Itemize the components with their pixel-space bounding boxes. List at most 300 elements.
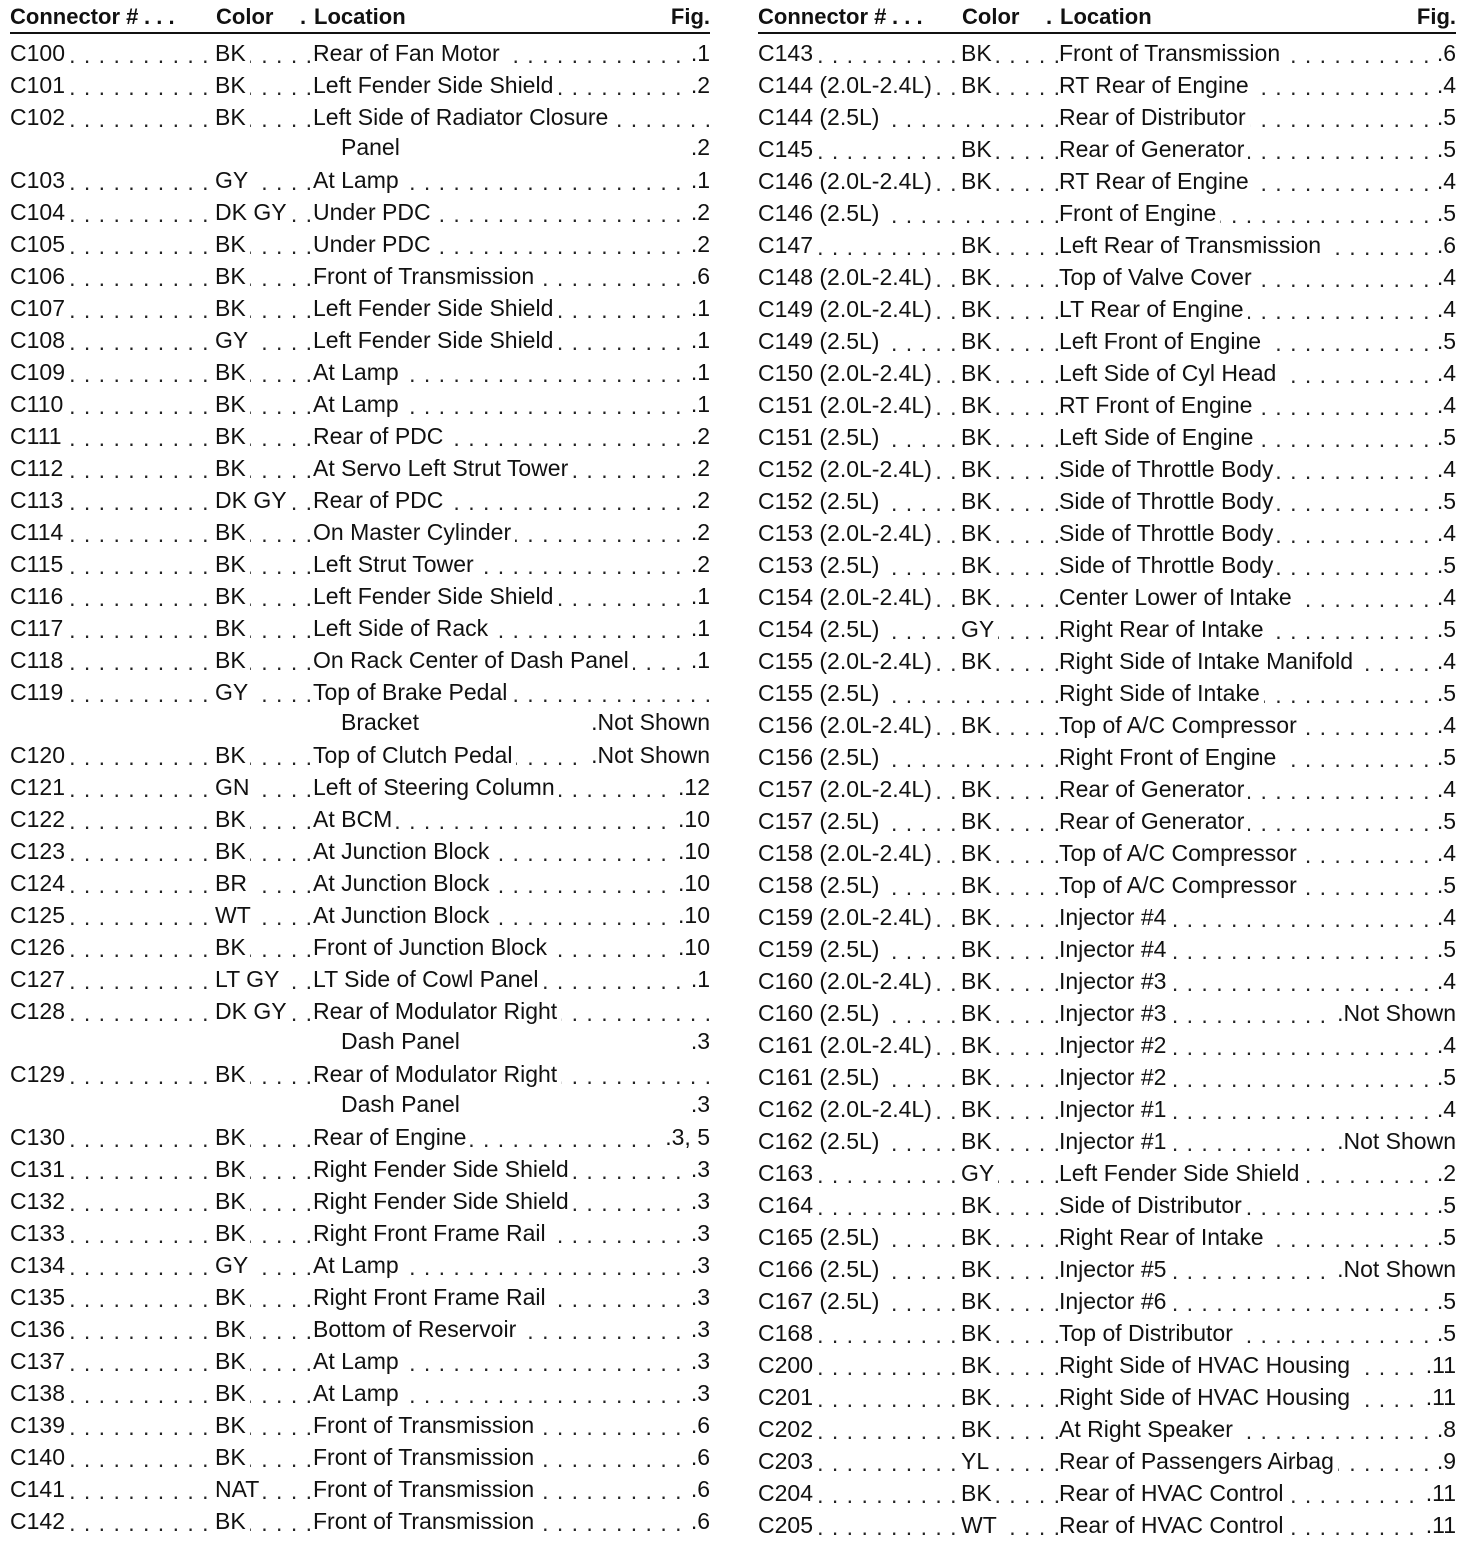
- wire-color: BK: [215, 615, 250, 642]
- wire-color: BK: [215, 1188, 250, 1215]
- connector-location: Side of Throttle Body: [1059, 520, 1277, 547]
- wire-color: GY: [215, 1252, 252, 1279]
- wire-color: BK: [215, 295, 250, 322]
- connector-column-left: [10, 2, 710, 1536]
- connector-id: C102: [10, 104, 69, 131]
- wire-color: BK: [215, 455, 250, 482]
- connector-id: C152 (2.5L): [758, 488, 883, 515]
- figure-ref: .Not Shown: [1333, 1256, 1456, 1283]
- connector-id: C120: [10, 742, 69, 769]
- connector-id: C104: [10, 199, 69, 226]
- connector-row: [758, 804, 1456, 836]
- figure-ref: .1: [687, 583, 710, 610]
- connector-row: [758, 1060, 1456, 1092]
- header-dots: . . .: [144, 4, 175, 29]
- connector-id: C205: [758, 1512, 817, 1539]
- connector-list-left: [10, 36, 710, 1536]
- connector-location: At Lamp: [313, 167, 403, 194]
- connector-id: C142: [10, 1508, 69, 1535]
- connector-id: C154 (2.5L): [758, 616, 883, 643]
- connector-row: [758, 1252, 1456, 1284]
- connector-id: C150 (2.0L-2.4L): [758, 360, 936, 387]
- figure-ref: .Not Shown: [1333, 1128, 1456, 1155]
- figure-ref: .5: [1433, 1224, 1456, 1251]
- figure-ref: .11: [1422, 1480, 1456, 1507]
- connector-row: [10, 1312, 710, 1344]
- connector-row: [758, 452, 1456, 484]
- wire-color: BK: [215, 934, 250, 961]
- connector-id: C139: [10, 1412, 69, 1439]
- wire-color: BK: [961, 1064, 996, 1091]
- connector-row: [758, 484, 1456, 516]
- figure-ref: .5: [1433, 104, 1456, 131]
- figure-ref: .10: [674, 806, 710, 833]
- figure-ref: .2: [687, 199, 710, 226]
- connector-row: [10, 1216, 710, 1248]
- connector-id: C106: [10, 263, 69, 290]
- connector-location: Right Fender Side Shield: [313, 1156, 573, 1183]
- wire-color: BK: [961, 648, 996, 675]
- connector-id: C151 (2.5L): [758, 424, 883, 451]
- wire-color: BK: [215, 423, 250, 450]
- wire-color: BK: [961, 520, 996, 547]
- wire-color: BK: [961, 264, 996, 291]
- figure-ref: .2: [687, 551, 710, 578]
- wire-color: GY: [961, 1160, 998, 1187]
- connector-id: C126: [10, 934, 69, 961]
- connector-row: [10, 163, 710, 195]
- figure-ref: .4: [1433, 776, 1456, 803]
- connector-id: C107: [10, 295, 69, 322]
- connector-row: [10, 387, 710, 419]
- column-header: [758, 2, 1456, 34]
- wire-color: WT: [215, 902, 255, 929]
- connector-id: C108: [10, 327, 69, 354]
- connector-location: RT Rear of Engine: [1059, 72, 1253, 99]
- figure-ref: .4: [1433, 360, 1456, 387]
- figure-ref: .12: [674, 774, 710, 801]
- connector-id: C158 (2.5L): [758, 872, 883, 899]
- figure-ref: .4: [1433, 168, 1456, 195]
- wire-color: BK: [961, 1224, 996, 1251]
- connector-location: At Lamp: [313, 1348, 403, 1375]
- connector-id: C123: [10, 838, 69, 865]
- connector-id: C146 (2.5L): [758, 200, 883, 227]
- connector-location: Right Side of Intake Manifold: [1059, 648, 1357, 675]
- connector-location-cont: Dash Panel: [341, 1091, 464, 1118]
- connector-location: Rear of Modulator Right: [313, 1061, 561, 1088]
- connector-id: C168: [758, 1320, 817, 1347]
- connector-location: Rear of PDC: [313, 487, 447, 514]
- connector-row: [10, 483, 710, 515]
- connector-id: C164: [758, 1192, 817, 1219]
- figure-ref: .1: [687, 391, 710, 418]
- figure-ref: .5: [1433, 808, 1456, 835]
- figure-ref: .6: [687, 1444, 710, 1471]
- connector-location: Right Rear of Intake: [1059, 616, 1268, 643]
- connector-row: [10, 930, 710, 962]
- connector-location: Rear of HVAC Control: [1059, 1512, 1288, 1539]
- wire-color: BK: [961, 872, 996, 899]
- connector-location: At Right Speaker: [1059, 1416, 1237, 1443]
- wire-color: NAT: [215, 1476, 263, 1503]
- connector-row: [758, 420, 1456, 452]
- connector-id: C110: [10, 391, 67, 418]
- connector-id: C149 (2.0L-2.4L): [758, 296, 936, 323]
- figure-ref: .3: [687, 1156, 710, 1183]
- connector-id: C127: [10, 966, 69, 993]
- figure-ref: .4: [1433, 296, 1456, 323]
- connector-id: C134: [10, 1252, 69, 1279]
- connector-row: [10, 579, 710, 611]
- connector-location: Left Fender Side Shield: [313, 295, 557, 322]
- connector-location: Front of Transmission: [313, 263, 538, 290]
- figure-ref: .3: [687, 1091, 710, 1118]
- connector-location-cont: Panel: [341, 134, 404, 161]
- figure-ref: .1: [687, 327, 710, 354]
- connector-id: C130: [10, 1124, 69, 1151]
- connector-location: Right Fender Side Shield: [313, 1188, 573, 1215]
- connector-location: Front of Transmission: [313, 1476, 538, 1503]
- connector-location: Top of A/C Compressor: [1059, 840, 1301, 867]
- wire-color: DK GY: [215, 487, 291, 514]
- wire-color: BK: [961, 1256, 996, 1283]
- figure-ref: .2: [687, 519, 710, 546]
- wire-color: BK: [215, 1061, 250, 1088]
- figure-ref: .2: [687, 455, 710, 482]
- wire-color: BK: [961, 136, 996, 163]
- connector-row: [758, 548, 1456, 580]
- figure-ref: .1: [687, 295, 710, 322]
- figure-ref: .5: [1433, 552, 1456, 579]
- wire-color: BK: [961, 1192, 996, 1219]
- connector-location: Rear of Generator: [1059, 776, 1248, 803]
- connector-id: C122: [10, 806, 69, 833]
- connector-id: C157 (2.0L-2.4L): [758, 776, 936, 803]
- wire-color: BK: [961, 360, 996, 387]
- connector-location: Side of Throttle Body: [1059, 488, 1277, 515]
- connector-id: C156 (2.0L-2.4L): [758, 712, 936, 739]
- figure-ref: .11: [1422, 1384, 1456, 1411]
- figure-ref: .4: [1433, 72, 1456, 99]
- connector-row: [758, 292, 1456, 324]
- figure-ref: .5: [1433, 1064, 1456, 1091]
- wire-color: BK: [961, 1032, 996, 1059]
- connector-row: [758, 1508, 1456, 1540]
- figure-ref: .6: [687, 1476, 710, 1503]
- connector-id: C155 (2.5L): [758, 680, 883, 707]
- connector-location: Rear of Fan Motor: [313, 40, 504, 67]
- figure-ref: .10: [674, 870, 710, 897]
- figure-ref: .2: [1433, 1160, 1456, 1187]
- connector-row: [10, 1184, 710, 1216]
- wire-color: BK: [215, 391, 250, 418]
- wire-color: GN: [215, 774, 254, 801]
- connector-location: Injector #6: [1059, 1288, 1170, 1315]
- connector-row: [758, 100, 1456, 132]
- wire-color: BK: [961, 40, 996, 67]
- connector-row: [758, 868, 1456, 900]
- connector-location: Left Fender Side Shield: [313, 327, 557, 354]
- wire-color: BK: [961, 776, 996, 803]
- connector-row: [10, 962, 710, 994]
- figure-ref: .4: [1433, 1096, 1456, 1123]
- figure-ref: .3: [687, 1284, 710, 1311]
- figure-ref: .5: [1433, 616, 1456, 643]
- connector-id: C203: [758, 1448, 817, 1475]
- connector-row: [10, 291, 710, 323]
- header-connector: Connector #: [758, 4, 887, 29]
- connector-id: C151 (2.0L-2.4L): [758, 392, 936, 419]
- wire-color: BK: [961, 1320, 996, 1347]
- connector-location: Rear of Engine: [313, 1124, 470, 1151]
- connector-location-cont: Dash Panel: [341, 1028, 464, 1055]
- connector-location: At Lamp: [313, 1252, 403, 1279]
- connector-location: Rear of Modulator Right: [313, 998, 561, 1025]
- wire-color: BK: [961, 904, 996, 931]
- figure-ref: .3: [687, 1380, 710, 1407]
- connector-location: At Junction Block: [313, 902, 493, 929]
- wire-color: BK: [215, 231, 250, 258]
- connector-id: C112: [10, 455, 67, 482]
- figure-ref: .4: [1433, 1032, 1456, 1059]
- figure-ref: .5: [1433, 1320, 1456, 1347]
- wire-color: BK: [961, 968, 996, 995]
- connector-id: C147: [758, 232, 817, 259]
- header-color: Color: [216, 4, 274, 29]
- figure-ref: .3: [687, 1028, 710, 1055]
- figure-ref: .6: [687, 1412, 710, 1439]
- connector-id: C204: [758, 1480, 817, 1507]
- connector-row: [10, 1472, 710, 1504]
- connector-row: [10, 36, 710, 68]
- figure-ref: .1: [687, 40, 710, 67]
- connector-row: [10, 738, 710, 770]
- header-color: Color: [962, 4, 1020, 29]
- header-fig: Fig.: [670, 4, 710, 29]
- figure-ref: .3: [687, 1188, 710, 1215]
- connector-location: Injector #5: [1059, 1256, 1170, 1283]
- connector-id: C114: [10, 519, 67, 546]
- connector-row: [758, 740, 1456, 772]
- connector-row: [10, 1120, 710, 1152]
- connector-row: [10, 1280, 710, 1312]
- figure-ref: .4: [1433, 264, 1456, 291]
- connector-row: [10, 1440, 710, 1472]
- connector-id: C116: [10, 583, 67, 610]
- connector-location: At Lamp: [313, 1380, 403, 1407]
- connector-location: Left Front of Engine: [1059, 328, 1265, 355]
- connector-id: C100: [10, 40, 69, 67]
- connector-row: [10, 68, 710, 100]
- connector-location: Injector #3: [1059, 1000, 1170, 1027]
- figure-ref: .2: [687, 231, 710, 258]
- wire-color: BK: [215, 104, 250, 131]
- connector-row: [10, 259, 710, 291]
- connector-location: On Master Cylinder: [313, 519, 515, 546]
- wire-color: BK: [215, 359, 250, 386]
- figure-ref: .3: [687, 1220, 710, 1247]
- connector-row: [758, 580, 1456, 612]
- connector-location: Front of Junction Block: [313, 934, 551, 961]
- figure-ref: .6: [687, 1508, 710, 1535]
- wire-color: BR: [215, 870, 251, 897]
- wire-color: BK: [215, 1444, 250, 1471]
- connector-id: C132: [10, 1188, 69, 1215]
- connector-location: At Servo Left Strut Tower: [313, 455, 572, 482]
- wire-color: BK: [215, 647, 250, 674]
- connector-row: [758, 1124, 1456, 1156]
- connector-id: C115: [10, 551, 67, 578]
- wire-color: BK: [215, 1316, 250, 1343]
- connector-location: Bottom of Reservoir: [313, 1316, 520, 1343]
- connector-row: [758, 772, 1456, 804]
- connector-location: Top of A/C Compressor: [1059, 712, 1301, 739]
- connector-column-right: [758, 2, 1456, 1540]
- connector-id: C201: [758, 1384, 817, 1411]
- wire-color: BK: [215, 838, 250, 865]
- connector-row: [10, 802, 710, 834]
- connector-location: At Junction Block: [313, 870, 493, 897]
- connector-id: C140: [10, 1444, 69, 1471]
- connector-row: [758, 1028, 1456, 1060]
- connector-row: [758, 964, 1456, 996]
- connector-location: At Lamp: [313, 359, 403, 386]
- figure-ref: .1: [687, 167, 710, 194]
- wire-color: BK: [961, 1096, 996, 1123]
- connector-location: Front of Transmission: [1059, 40, 1284, 67]
- connector-row: [758, 1476, 1456, 1508]
- connector-id: C148 (2.0L-2.4L): [758, 264, 936, 291]
- connector-location: Left Side of Radiator Closure: [313, 104, 612, 131]
- figure-ref: .5: [1433, 936, 1456, 963]
- connector-row: [10, 419, 710, 451]
- wire-color: BK: [961, 936, 996, 963]
- connector-location: Left Strut Tower: [313, 551, 478, 578]
- connector-row: [758, 36, 1456, 68]
- figure-ref: .10: [674, 838, 710, 865]
- connector-id: C146 (2.0L-2.4L): [758, 168, 936, 195]
- wire-color: BK: [961, 296, 996, 323]
- connector-id: C155 (2.0L-2.4L): [758, 648, 936, 675]
- connector-id: C125: [10, 902, 69, 929]
- figure-ref: .1: [687, 647, 710, 674]
- figure-ref: .Not Shown: [587, 742, 710, 769]
- connector-location: Injector #4: [1059, 904, 1170, 931]
- figure-ref: .4: [1433, 456, 1456, 483]
- connector-location: Left Side of Rack: [313, 615, 492, 642]
- connector-location: Rear of HVAC Control: [1059, 1480, 1288, 1507]
- connector-location: LT Rear of Engine: [1059, 296, 1248, 323]
- connector-location: Injector #2: [1059, 1032, 1170, 1059]
- connector-location: On Rack Center of Dash Panel: [313, 647, 633, 674]
- figure-ref: .11: [1422, 1512, 1456, 1539]
- wire-color: BK: [215, 1412, 250, 1439]
- figure-ref: .3: [687, 1252, 710, 1279]
- connector-row: [10, 994, 710, 1057]
- connector-location: Left Side of Cyl Head: [1059, 360, 1280, 387]
- connector-row: [758, 516, 1456, 548]
- wire-color: BK: [961, 1384, 996, 1411]
- connector-row: [758, 1412, 1456, 1444]
- connector-location: Center Lower of Intake: [1059, 584, 1296, 611]
- connector-row: [10, 866, 710, 898]
- figure-ref: .6: [1433, 40, 1456, 67]
- connector-row: [10, 675, 710, 738]
- wire-color: GY: [215, 167, 252, 194]
- connector-row: [10, 100, 710, 163]
- connector-location: LT Side of Cowl Panel: [313, 966, 542, 993]
- connector-row: [10, 834, 710, 866]
- connector-location: Rear of Distributor: [1059, 104, 1250, 131]
- header-dots: . . .: [892, 4, 923, 29]
- figure-ref: .5: [1433, 328, 1456, 355]
- connector-row: [10, 1376, 710, 1408]
- connector-location: Injector #1: [1059, 1128, 1170, 1155]
- connector-row: [10, 547, 710, 579]
- connector-location: Top of Brake Pedal: [313, 679, 511, 706]
- wire-color: BK: [961, 584, 996, 611]
- figure-ref: .1: [687, 359, 710, 386]
- figure-ref: .2: [687, 72, 710, 99]
- connector-id: C143: [758, 40, 817, 67]
- connector-location: Rear of Generator: [1059, 136, 1248, 163]
- connector-location: Left Fender Side Shield: [313, 583, 557, 610]
- connector-row: [10, 323, 710, 355]
- header-location: Location: [1060, 4, 1152, 29]
- connector-row: [10, 770, 710, 802]
- figure-ref: .5: [1433, 200, 1456, 227]
- connector-location: Left of Steering Column: [313, 774, 559, 801]
- connector-id: C117: [10, 615, 67, 642]
- connector-id: C138: [10, 1380, 69, 1407]
- connector-location: Left Rear of Transmission: [1059, 232, 1325, 259]
- wire-color: BK: [961, 1128, 996, 1155]
- wire-color: BK: [215, 40, 250, 67]
- connector-row: [758, 1188, 1456, 1220]
- column-header: [10, 2, 710, 34]
- figure-ref: .6: [687, 263, 710, 290]
- connector-id: C136: [10, 1316, 69, 1343]
- figure-ref: .5: [1433, 1192, 1456, 1219]
- figure-ref: .Not Shown: [587, 709, 710, 736]
- wire-color: BK: [961, 168, 996, 195]
- connector-row: [758, 388, 1456, 420]
- connector-location: Right Front Frame Rail: [313, 1284, 550, 1311]
- connector-row: [10, 515, 710, 547]
- connector-id: C162 (2.5L): [758, 1128, 883, 1155]
- connector-id: C165 (2.5L): [758, 1224, 883, 1251]
- connector-id: C137: [10, 1348, 69, 1375]
- connector-location: Under PDC: [313, 231, 435, 258]
- wire-color: BK: [961, 1480, 996, 1507]
- wire-color: BK: [215, 1284, 250, 1311]
- connector-location: Front of Transmission: [313, 1412, 538, 1439]
- connector-id: C200: [758, 1352, 817, 1379]
- connector-id: C144 (2.5L): [758, 104, 883, 131]
- figure-ref: .4: [1433, 392, 1456, 419]
- connector-id: C111: [10, 423, 66, 450]
- figure-ref: .5: [1433, 136, 1456, 163]
- connector-id: C162 (2.0L-2.4L): [758, 1096, 936, 1123]
- connector-row: [758, 1444, 1456, 1476]
- figure-ref: .5: [1433, 1288, 1456, 1315]
- wire-color: GY: [215, 679, 252, 706]
- wire-color: BK: [215, 1508, 250, 1535]
- wire-color: BK: [961, 488, 996, 515]
- header-location: Location: [314, 4, 406, 29]
- wire-color: GY: [961, 616, 998, 643]
